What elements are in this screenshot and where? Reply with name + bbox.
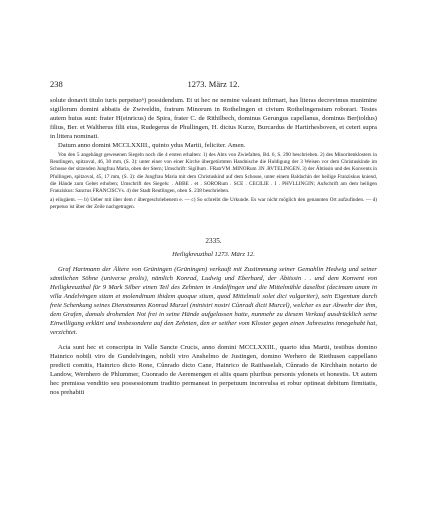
entry-body: Acta sunt hec et conscripta in Valle Sancte Crucis, anno domini MCCLXXIII., quarto idus Martii, testibus domino Hainrico nobili viro de Gundelvingen, nobili viro Anshelmo de Justingen, domino Werhero de Riethusen cappellano predicti comitis, Hainrico dicto Rone, Cůnrado dicto Cane, Hainrico de Raithaselah, Cůnrado de Kirchhain notario de Landow, Wernhero de Phlummer, Cuonrado de Aeremengen et aliis quam pluribus personis ydoneis et honestis. Ut autem hec premissa venditio seu possessionum traditio permaneat in perpetuum inconvulsa et robur optineat debitum firmitatis, nos prehabiti bbox=[50, 343, 377, 396]
datum-line: Datum anno domini MCCLXXIII., quinto ydus Martii, feliciter. Amen. bbox=[58, 142, 246, 149]
running-title: 1273. März 12. bbox=[187, 79, 240, 89]
page-header bbox=[50, 78, 377, 90]
entry-regest: Graf Hartmann der Ältere von Grüningen (Grüningen) verkauft mit Zustimmung seiner Gemahlin Hedwig und seiner sämtlichen Söhne (universe prolis), nämlich Konrad, Ludwig und Eberhard, der Äbtissin . . und dem Konvent von Heiligkreuzthal für 9 Mark Silber einen Teil des Zehnten in Andelfingen und die Mittelmühle daselbst (decimam unam in villa Andelvingen sitam et molendinum ibidem quoque situm, quod Mittelmuli solet dici vulgariter), sein Eigentum durch freie Schenkung seines Dienstmanns Konrad Murzel (ministri nostri Cůnradi dicti Murcel), welcher es zur Abwehr der ihm, dem Grafen, damals drohenden Not frei in seine Hände aufgelassen hatte, nunmehr zu diesem Verkauf ausdrücklich seine Einwilligung erklärt und insbesondere auf den Zehnten, den er seither vom Kloster gegen einen Jahreszins innegehabt hat, verzichtet. bbox=[50, 265, 377, 336]
page-number: 238 bbox=[50, 79, 63, 89]
entry-number: 2335. bbox=[205, 236, 222, 245]
continuation-paragraph: solute donavit titulo iuris perpetuo⁶) possidendum. Et ut hec ne nemine valeant infirmari, has literas decrevimus munimine sigillorum domini abbatis de Zwiveldin, fratrum Minorum in Rothelingen et civium Rothelingensium roborari. Testes autem huius sunt: frater H(einricus) de Spira, frater C. de Rithilbech, dominus Gerungus capellanus, dominus Ber(toldus) filius, Ber. et Waltherus filii eius, Rudegerus de Phullingen, H. dictus Kurze, Burcardus de Hartirhesboven, et ceteri supra in littera nominati. bbox=[50, 97, 377, 140]
seal-notes: Von den 5 angehängt gewesenen Siegeln noch die 4 ersten erhalten: 1) des Abts von Zwiefalten, Bd. 6, S. 290 beschrieben. 2) des Minoritenklosters in Reutlingen, spitzoval, 46, 30 mm, (S. 3): unter einer von einer Kirche übergetürmten Handnische die Huldigung der 3 Weisen vor dem Christuskinde im Schosse der sitzenden Jungfrau Maria, oben der Stern; Umschrift: Sigillum . FRatrVM .MINORum .IN .RVTELINGEN. 3) der Äbtissin und des Konvents in Pfullingen, spitzoval, 45, 17 mm, (S. 3): die Jungfrau Maria mit dem Christuskind auf dem Schosse, unter einem Baldachin der heilige Franziskus kniend, die Hände zum Gebet erhoben; Umschrift des Siegels: . ABBE . et . SORORum . SCE . CECILIE . I . PHVLLINGIN; Aufschrift am dem heiligen Franziskus: Sanctus FRANCISCVs. 4) der Stadt Reutlingen, oben S. 238 beschrieben. bbox=[50, 152, 377, 195]
critical-notes: a) eilogâem. — b) Ueber mit über dem r übergeschriebenem e. — c) So schreibt die Urkunde. Es war nicht möglich den genannten Ort aufzufinden. — d) perpetuo ist über der Zeile nachgetragen. bbox=[50, 197, 377, 211]
entry-place-date: Heiligkreuzthal 1273. März 12. bbox=[172, 250, 255, 258]
